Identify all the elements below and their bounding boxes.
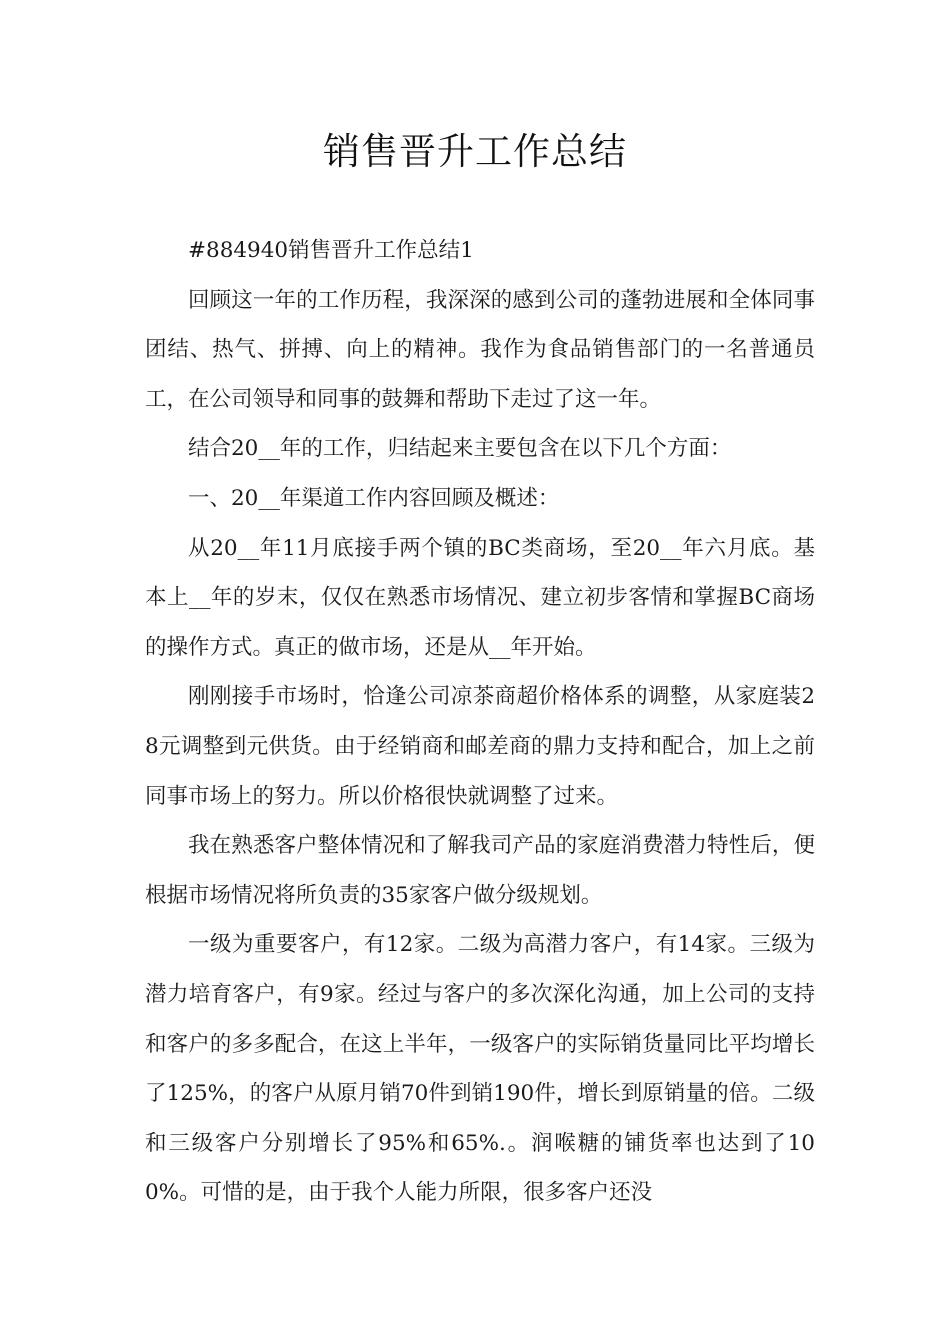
document-body xyxy=(145,226,815,1218)
paragraph-customer-planning: 我在熟悉客户整体情况和了解我司产品的家庭消费潜力特性后，便根据市场情况将所负责的35家客户做分级规划。 xyxy=(145,833,815,908)
paragraph-price-adjustment: 刚刚接手市场时，恰逢公司凉茶商超价格体系的调整，从家庭装28元调整到元供货。由于经销商和邮差商的鼎力支持和配合，加上之前同事市场上的努力。所以价格很快就调整了过来。 xyxy=(145,684,815,809)
paragraph-channel-overview: 从20__年11月底接手两个镇的BC类商场，至20__年六月底。基本上__年的岁末，仅仅在熟悉市场情况、建立初步客情和掌握BC商场的操作方式。真正的做市场，还是从__年开始。 xyxy=(145,535,815,660)
paragraph-review-intro: 回顾这一年的工作历程，我深深的感到公司的蓬勃进展和全体同事团结、热气、拼搏、向上的精神。我作为食品销售部门的一名普通员工，在公司领导和同事的鼓舞和帮助下走过了这一年。 xyxy=(145,287,815,412)
paragraph-section-one-heading: 一、20__年渠道工作内容回顾及概述： xyxy=(188,485,560,511)
paragraph-summary-aspects: 结合20__年的工作，归结起来主要包含在以下几个方面： xyxy=(188,436,732,462)
paragraph-heading-number: #884940销售晋升工作总结1 xyxy=(188,238,474,263)
document-title: 销售晋升工作总结 xyxy=(323,130,627,173)
paragraph-customer-tiers: 一级为重要客户，有12家。二级为高潜力客户，有14家。三级为潜力培育客户，有9家。经过与客户的多次深化沟通，加上公司的支持和客户的多多配合，在这上半年，一级客户的实际销货量同比平均增长了125%，的客户从原月销70件到销190件，增长到原销量的倍。二级和三级客户分别增长了95%和65%.。润喉糖的铺货率也达到了100%。可惜的是，由于我个人能力所限，很多客户还没 xyxy=(145,932,815,1206)
